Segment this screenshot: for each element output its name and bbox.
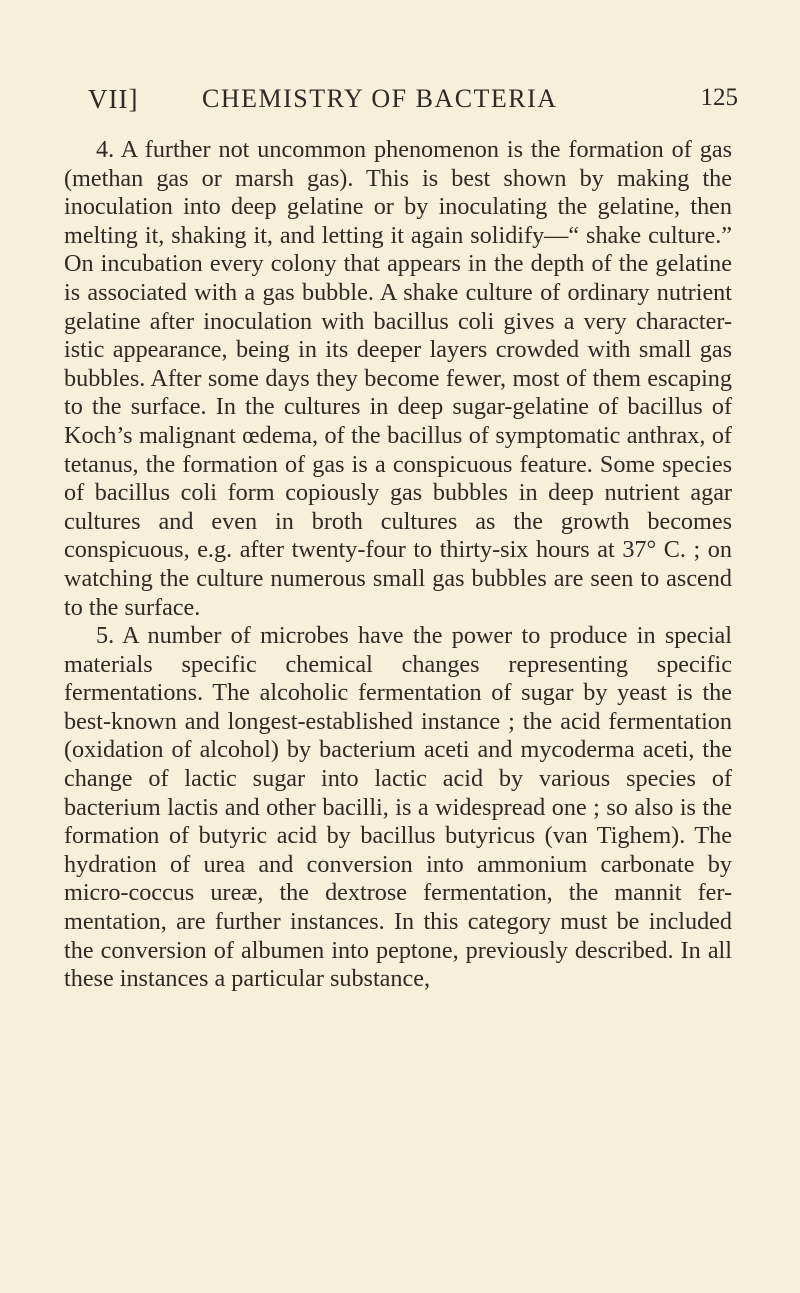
body-text bbox=[64, 136, 732, 994]
paragraph-4: 4. A further not uncommon phenomenon is the formation of gas (methan gas or marsh gas). This is best shown by making the inoculation into deep gelatine or by inoculating the gelatine, then melting it, shaking it, and letting it again solidify—“ shake culture.” On incubation every colony that appears in the depth of the gelatine is associated with a gas bubble. A shake culture of ordinary nutrient gelatine after inoculation with bacillus coli gives a very character-istic appearance, being in its deeper layers crowded with small gas bubbles. After some days they become fewer, most of them escaping to the surface. In the cultures in deep sugar-gelatine of bacillus of Koch’s malignant œdema, of the bacillus of symptomatic anthrax, of tetanus, the formation of gas is a conspicuous feature. Some species of bacillus coli form copiously gas bubbles in deep nutrient agar cultures and even in broth cultures as the growth becomes conspicuous, e.g. after twenty-four to thirty-six hours at 37° C. ; on watching the culture numerous small gas bubbles are seen to ascend to the surface. bbox=[64, 136, 732, 621]
paragraph-5: 5. A number of microbes have the power to produce in special materials specific chemical changes representing specific fermentations. The alcoholic fermentation of sugar by yeast is the best-known and longest-established instance ; the acid fermentation (oxidation of alcohol) by bacterium aceti and mycoderma aceti, the change of lactic sugar into lactic acid by various species of bacterium lactis and other bacilli, is a widespread one ; so also is the formation of butyric acid by bacillus butyricus (van Tighem). The hydration of urea and conversion into ammonium carbonate by micro-coccus ureæ, the dextrose fermentation, the mannit fer-mentation, are further instances. In this category must be included the conversion of albumen into peptone, previously described. In all these instances a particular substance, bbox=[64, 622, 732, 993]
chapter-marker: VII] bbox=[88, 84, 139, 114]
page-number: 125 bbox=[700, 84, 738, 111]
running-title: CHEMISTRY OF BACTERIA bbox=[202, 84, 558, 113]
running-header bbox=[88, 84, 738, 124]
